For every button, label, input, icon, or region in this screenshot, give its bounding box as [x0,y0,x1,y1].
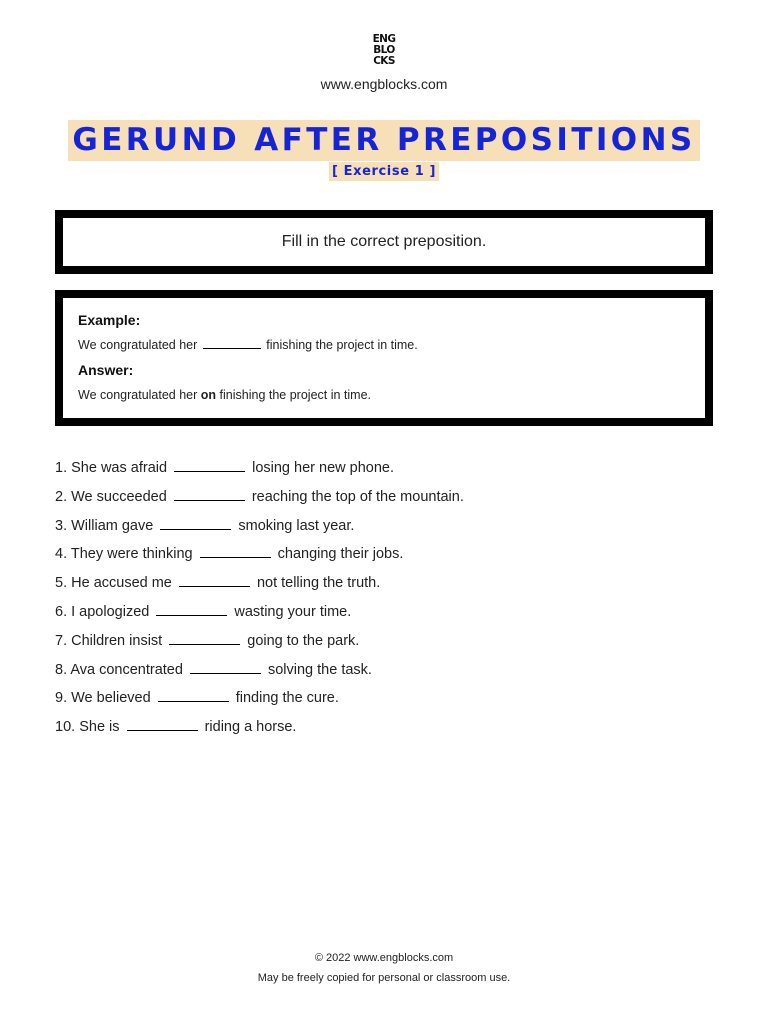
exercise-item [55,573,705,602]
answer-blank[interactable] [158,700,229,702]
answer-blank[interactable] [179,585,250,587]
item-before: We succeeded [71,488,167,505]
exercise-item [55,602,705,631]
answer-before: We congratulated her [78,388,198,402]
example-blank [203,347,261,349]
item-number: 1. [55,460,68,476]
item-number: 5. [55,575,68,592]
site-url[interactable]: www.engblocks.com [320,76,448,92]
item-after: losing her new phone. [252,460,394,476]
page-title: GERUND AFTER PREPOSITIONS [68,120,699,161]
engblocks-logo [369,34,399,67]
item-number: 10. [55,719,76,736]
example-label: Example: [78,312,141,328]
item-number: 2. [55,488,68,505]
item-after: wasting your time. [234,603,352,620]
item-after: reaching the top of the mountain. [251,488,464,505]
item-before: They were thinking [70,546,193,563]
item-after: solving the task. [267,661,372,678]
answer-blank[interactable] [160,528,231,530]
item-after: changing their jobs. [277,546,404,563]
exercise-subtitle: [ Exercise 1 ] [329,162,439,181]
answer-blank[interactable] [174,470,245,472]
instruction-box [55,210,713,274]
item-number: 7. [55,632,68,649]
item-number: 3. [55,517,68,534]
instruction-text: Fill in the correct preposition. [281,233,487,250]
example-after: finishing the project in time. [266,338,418,352]
exercise-item [55,458,705,487]
item-number: 6. [55,603,68,620]
answer-blank[interactable] [127,729,198,731]
logo-line: CKS [373,55,395,67]
answer-blank[interactable] [200,556,271,558]
footer-note: May be freely copied for personal or classroom use. [257,972,511,984]
item-before: He accused me [71,575,172,592]
exercise-list [55,458,705,746]
answer-blank[interactable] [174,499,245,501]
example-sentence [78,338,418,352]
item-number: 8. [55,661,68,678]
footer-copyright: © 2022 www.engblocks.com [314,952,454,964]
answer-blank[interactable] [156,614,227,616]
exercise-item [55,717,705,746]
exercise-item [55,544,705,573]
item-after: riding a horse. [204,719,297,736]
item-before: Ava concentrated [70,661,183,678]
answer-word: on [200,388,217,402]
item-before: We believed [71,690,151,707]
exercise-item [55,516,705,545]
item-after: smoking last year. [238,517,355,534]
item-before: She is [79,719,120,736]
answer-sentence [78,388,371,402]
answer-label: Answer: [78,362,134,378]
example-box [55,290,713,426]
example-before: We congratulated her [78,338,198,352]
item-after: not telling the truth. [256,575,381,592]
logo-line: BLO [373,44,395,56]
item-number: 9. [55,690,68,707]
answer-blank[interactable] [169,643,240,645]
item-number: 4. [55,546,68,563]
logo-line: ENG [372,33,396,45]
exercise-item [55,631,705,660]
exercise-item [55,688,705,717]
answer-after: finishing the project in time. [219,388,372,402]
item-before: Children insist [71,632,163,649]
exercise-item [55,660,705,689]
item-after: finding the cure. [235,690,339,707]
item-before: I apologized [71,603,150,620]
item-before: She was afraid [71,460,168,476]
item-after: going to the park. [247,632,360,649]
exercise-item [55,487,705,516]
item-before: William gave [71,517,154,534]
answer-blank[interactable] [190,672,261,674]
